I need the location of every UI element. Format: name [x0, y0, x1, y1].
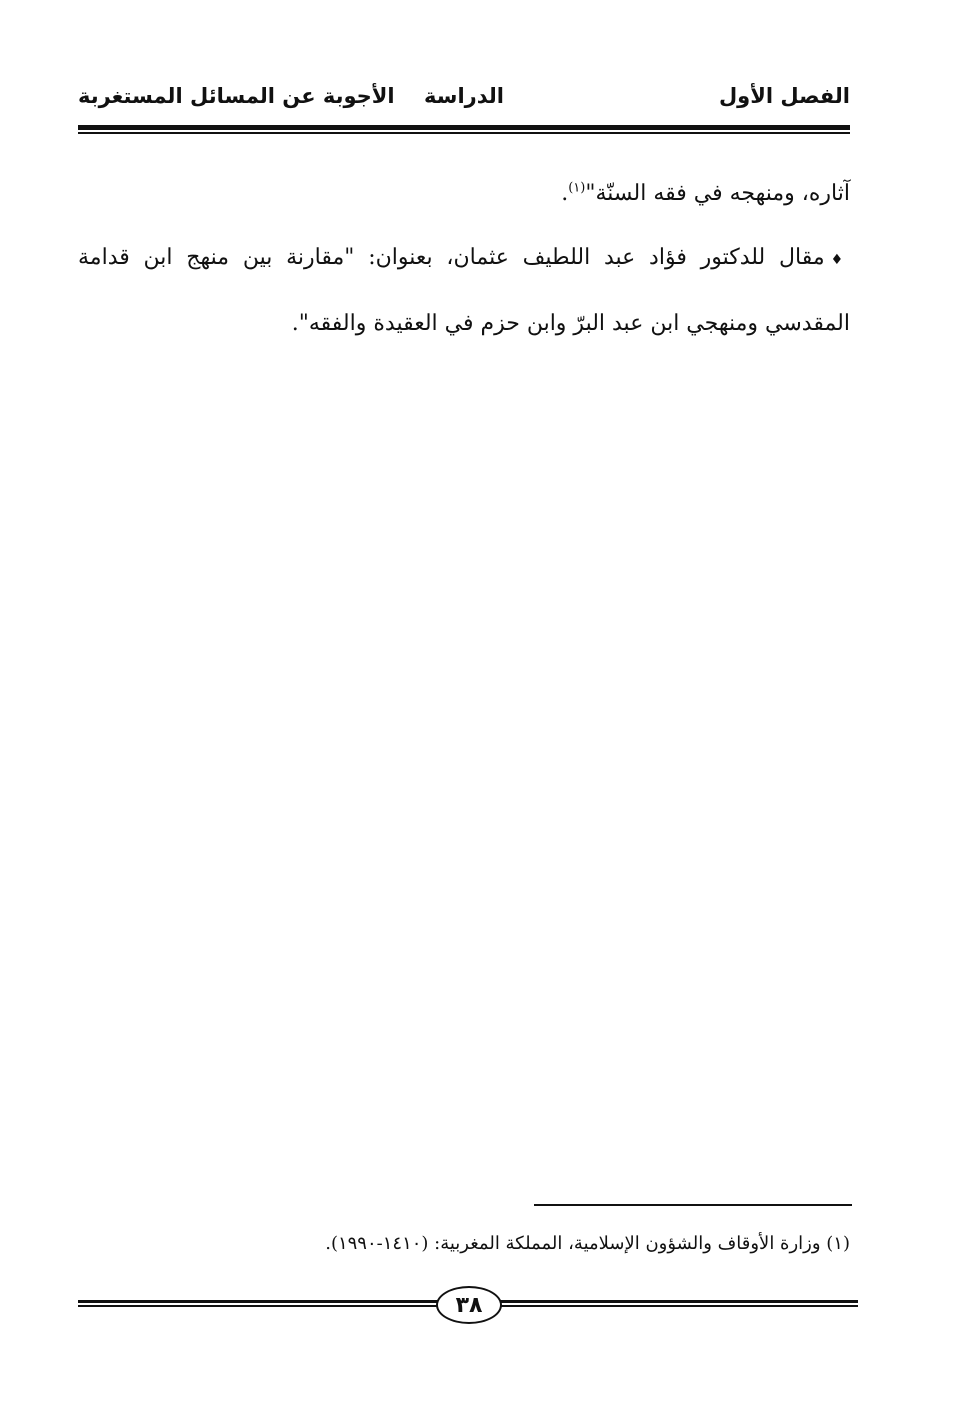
running-header	[78, 84, 850, 120]
footer-rule-left	[78, 1300, 440, 1306]
paragraph-1	[78, 162, 850, 226]
paragraph-1-end: .	[561, 181, 569, 206]
book-title: الأجوبة عن المسائل المستغربة	[78, 84, 395, 108]
section-title: الدراسة	[424, 84, 504, 108]
paragraph-2-text: مقال للدكتور فؤاد عبد اللطيف عثمان، بعنوان: "مقارنة بين منهج ابن قدامة المقدسي ومنهجي ابن عبد البرّ وابن حزم في العقيدة والفقه".	[78, 245, 850, 336]
body-text	[78, 162, 850, 356]
chapter-title: الفصل الأول	[718, 84, 850, 108]
footer-rule-right	[500, 1300, 858, 1306]
footnote: (١) وزارة الأوقاف والشؤون الإسلامية، المملكة المغربية: (١٤١٠-١٩٩٠).	[325, 1233, 850, 1254]
paragraph-1-text: آثاره، ومنهجه في فقه السنّة"	[585, 181, 850, 206]
bullet-icon: ♦	[830, 252, 850, 268]
header-rule-thick	[78, 125, 850, 130]
header-rule-thin	[78, 132, 850, 134]
page-number: ٣٨	[436, 1286, 502, 1324]
footnote-separator	[534, 1204, 852, 1206]
footnote-reference[interactable]: (١)	[568, 180, 586, 196]
paragraph-2	[78, 226, 850, 356]
